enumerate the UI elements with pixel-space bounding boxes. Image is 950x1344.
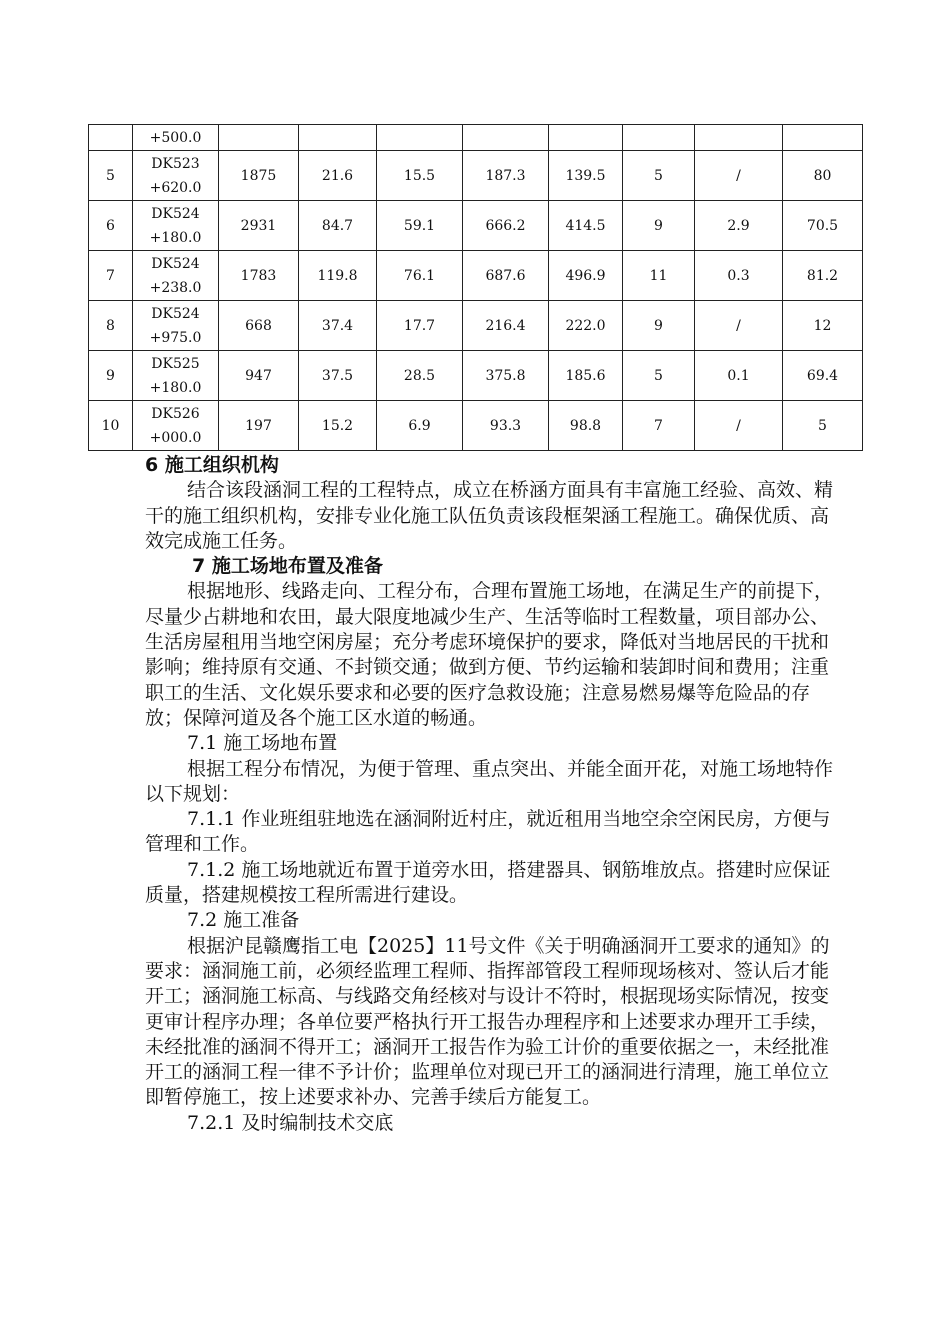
value-cell <box>463 125 549 151</box>
value-cell: / <box>695 151 783 201</box>
value-cell: 12 <box>783 301 863 351</box>
value-cell: 93.3 <box>463 401 549 451</box>
table-row <box>89 125 863 151</box>
value-cell <box>783 125 863 151</box>
table-row <box>89 301 863 351</box>
location-cell <box>133 351 219 401</box>
location-mileage: DK524 <box>151 205 200 222</box>
location-mileage: DK523 <box>151 155 200 172</box>
table-row <box>89 251 863 301</box>
value-cell: 2.9 <box>695 201 783 251</box>
value-cell <box>695 125 783 151</box>
row-number-cell: 7 <box>89 251 133 301</box>
location-offset: +975.0 <box>149 329 202 346</box>
section-7-paragraph: 根据地形、线路走向、工程分布，合理布置施工场地，在满足生产的前提下，尽量少占耕地和农田，最大限度地减少生产、生活等临时工程数量，项目部办公、生活房屋租用当地空闲房屋；充分考虑环境保护的要求，降低对当地居民的干扰和影响；维持原有交通、不封锁交通；做到方便、节约运输和装卸时间和费用；注重职工的生活、文化娱乐要求和必要的医疗急救设施；注意易燃易爆等危险品的存放；保障河道及各个施工区水道的畅通。 <box>145 580 834 729</box>
value-cell: 80 <box>783 151 863 201</box>
value-cell: 5 <box>623 151 695 201</box>
section-7-2-paragraph: 根据沪昆赣鹰指工电【2025】11号文件《关于明确涵洞开工要求的通知》的要求：涵洞施工前，必须经监理工程师、指挥部管段工程师现场核对、签认后才能开工；涵洞施工标高、与线路交角经核对与设计不符时，根据现场实际情况，按变更审计程序办理；各单位要严格执行开工报告办理程序和上述要求办理开工手续，未经批准的涵洞不得开工；涵洞开工报告作为验工计价的重要依据之一，未经批准开工的涵洞工程一律不予计价；监理单位对现已开工的涵洞进行清理，施工单位立即暂停施工，按上述要求补办、完善手续后方能复工。 <box>145 934 830 1109</box>
value-cell: 687.6 <box>463 251 549 301</box>
section-7-2-1-heading: 7.2.1 及时编制技术交底 <box>187 1111 394 1134</box>
section-7-1-2-paragraph: 7.1.2 施工场地就近布置于道旁水田，搭建器具、钢筋堆放点。搭建时应保证质量，搭建规模按工程所需进行建设。 <box>145 858 831 907</box>
value-cell: 59.1 <box>377 201 463 251</box>
value-cell: 69.4 <box>783 351 863 401</box>
value-cell: 15.2 <box>299 401 377 451</box>
value-cell: 1783 <box>219 251 299 301</box>
row-number-cell: 9 <box>89 351 133 401</box>
value-cell: 7 <box>623 401 695 451</box>
section-7-1-heading: 7.1 施工场地布置 <box>187 732 338 755</box>
value-cell <box>623 125 695 151</box>
location-cell <box>133 301 219 351</box>
value-cell: 28.5 <box>377 351 463 401</box>
value-cell: 17.7 <box>377 301 463 351</box>
value-cell: 21.6 <box>299 151 377 201</box>
section-6-heading: 6 施工组织机构 <box>145 454 279 476</box>
location-cell <box>133 125 219 151</box>
location-mileage: DK526 <box>151 405 200 422</box>
value-cell <box>299 125 377 151</box>
value-cell: 11 <box>623 251 695 301</box>
value-cell: 6.9 <box>377 401 463 451</box>
table-row <box>89 201 863 251</box>
location-offset: +180.0 <box>149 229 202 246</box>
row-number-cell: 10 <box>89 401 133 451</box>
value-cell: 139.5 <box>549 151 623 201</box>
table-row <box>89 401 863 451</box>
value-cell: 414.5 <box>549 201 623 251</box>
location-mileage: DK525 <box>151 355 200 372</box>
table-body <box>89 125 863 451</box>
value-cell: 222.0 <box>549 301 623 351</box>
table-row <box>89 151 863 201</box>
table-row <box>89 351 863 401</box>
value-cell <box>377 125 463 151</box>
value-cell: 1875 <box>219 151 299 201</box>
value-cell: 0.1 <box>695 351 783 401</box>
value-cell: / <box>695 301 783 351</box>
location-mileage: DK524 <box>151 305 200 322</box>
location-offset: +000.0 <box>149 429 202 446</box>
value-cell <box>219 125 299 151</box>
value-cell: 185.6 <box>549 351 623 401</box>
value-cell: 15.5 <box>377 151 463 201</box>
location-offset: +500.0 <box>149 129 202 146</box>
section-7-1-1-paragraph: 7.1.1 作业班组驻地选在涵洞附近村庄，就近租用当地空余空闲民房，方便与管理和工作。 <box>145 808 831 856</box>
location-offset: +620.0 <box>149 179 202 196</box>
value-cell: 197 <box>219 401 299 451</box>
value-cell: 70.5 <box>783 201 863 251</box>
value-cell: 81.2 <box>783 251 863 301</box>
section-6-paragraph: 结合该段涵洞工程的工程特点，成立在桥涵方面具有丰富施工经验、高效、精干的施工组织机构，安排专业化施工队伍负责该段框架涵工程施工。确保优质、高效完成施工任务。 <box>145 479 834 552</box>
value-cell: 187.3 <box>463 151 549 201</box>
value-cell: 375.8 <box>463 351 549 401</box>
location-cell <box>133 151 219 201</box>
value-cell <box>549 125 623 151</box>
value-cell: 98.8 <box>549 401 623 451</box>
row-number-cell <box>89 125 133 151</box>
value-cell: 37.4 <box>299 301 377 351</box>
location-cell <box>133 401 219 451</box>
location-cell <box>133 251 219 301</box>
section-7-heading: 7 施工场地布置及准备 <box>192 555 383 578</box>
value-cell: 9 <box>623 301 695 351</box>
section-7-1-paragraph: 根据工程分布情况，为便于管理、重点突出、并能全面开花，对施工场地特作以下规划： <box>145 757 834 805</box>
row-number-cell: 8 <box>89 301 133 351</box>
location-offset: +180.0 <box>149 379 202 396</box>
value-cell: / <box>695 401 783 451</box>
value-cell: 37.5 <box>299 351 377 401</box>
row-number-cell: 6 <box>89 201 133 251</box>
value-cell: 668 <box>219 301 299 351</box>
value-cell: 5 <box>623 351 695 401</box>
value-cell: 5 <box>783 401 863 451</box>
value-cell: 666.2 <box>463 201 549 251</box>
value-cell: 496.9 <box>549 251 623 301</box>
location-mileage: DK524 <box>151 255 200 272</box>
location-cell <box>133 201 219 251</box>
value-cell: 9 <box>623 201 695 251</box>
value-cell: 947 <box>219 351 299 401</box>
location-offset: +238.0 <box>149 279 202 296</box>
value-cell: 2931 <box>219 201 299 251</box>
document-body <box>145 453 835 1136</box>
row-number-cell: 5 <box>89 151 133 201</box>
value-cell: 216.4 <box>463 301 549 351</box>
value-cell: 76.1 <box>377 251 463 301</box>
value-cell: 0.3 <box>695 251 783 301</box>
culvert-data-table <box>88 124 863 451</box>
section-7-2-heading: 7.2 施工准备 <box>187 909 300 932</box>
value-cell: 119.8 <box>299 251 377 301</box>
value-cell: 84.7 <box>299 201 377 251</box>
